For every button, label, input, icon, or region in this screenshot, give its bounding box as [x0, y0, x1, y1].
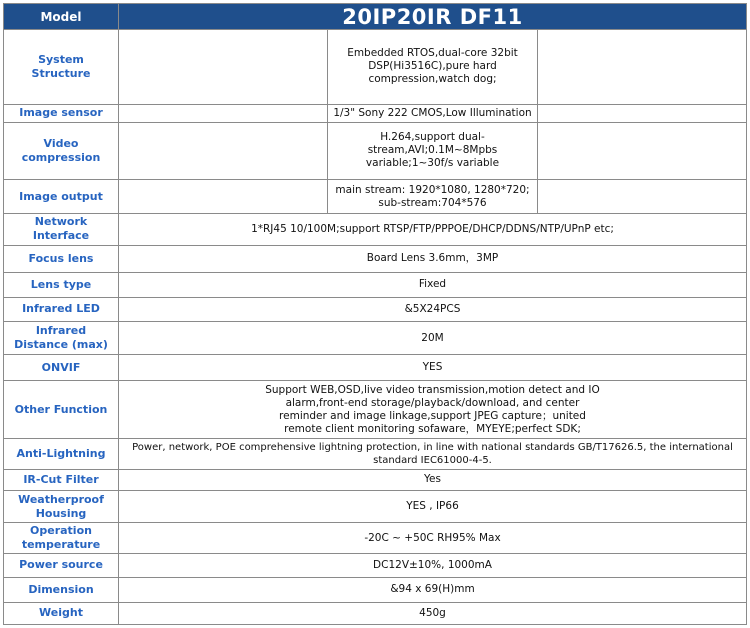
- value-focus-lens: Board Lens 3.6mm，3MP: [119, 245, 747, 272]
- label-operation-temperature: Operation temperature: [4, 523, 119, 554]
- value-line: remote client monitoring sofaware，MYEYE;perfect SDK;: [284, 422, 581, 435]
- row-power-source: [4, 554, 747, 577]
- value-other-function: [119, 381, 747, 438]
- value-line: main stream: 1920*1080, 1280*720;: [335, 183, 530, 196]
- row-focus-lens: [4, 245, 747, 272]
- row-anti-lightning: [4, 438, 747, 469]
- label-lens-type: Lens type: [4, 272, 119, 297]
- row-video-compression: [4, 122, 747, 179]
- value-line: sub-stream:704*576: [378, 196, 487, 209]
- spacer-cell: [537, 104, 746, 122]
- label-infrared-led: Infrared LED: [4, 297, 119, 321]
- value-line: standard IEC61000-4-5.: [373, 454, 492, 466]
- value-onvif: YES: [119, 355, 747, 381]
- spacer-cell: [119, 104, 328, 122]
- value-weatherproof-housing: YES , IP66: [119, 491, 747, 523]
- spacer-cell: [119, 30, 328, 104]
- value-line: alarm,front-end storage/playback/download, and center: [285, 396, 580, 409]
- value-ir-cut-filter: Yes: [119, 469, 747, 490]
- spec-table: [3, 3, 747, 625]
- row-weight: [4, 602, 747, 624]
- value-image-sensor: [328, 104, 537, 122]
- value-image-output: [328, 180, 537, 214]
- value-video-compression: [328, 122, 537, 179]
- spacer-cell: [537, 122, 746, 179]
- label-focus-lens: Focus lens: [4, 245, 119, 272]
- label-weight: Weight: [4, 602, 119, 624]
- label-power-source: Power source: [4, 554, 119, 577]
- label-system-structure: System Structure: [4, 30, 119, 104]
- row-other-function: [4, 381, 747, 438]
- value-line: 1/3" Sony 222 CMOS,Low Illumination: [333, 106, 532, 119]
- row-onvif: [4, 355, 747, 381]
- spacer-cell: [119, 180, 328, 214]
- value-lens-type: Fixed: [119, 272, 747, 297]
- label-other-function: Other Function: [4, 381, 119, 438]
- spacer-cell: [537, 180, 746, 214]
- row-infrared-led: [4, 297, 747, 321]
- value-power-source: DC12V±10%, 1000mA: [119, 554, 747, 577]
- spacer-cell: [119, 122, 328, 179]
- spacer-cell: [537, 30, 746, 104]
- value-line: Support WEB,OSD,live video transmission,motion detect and IO: [265, 383, 600, 396]
- row-lens-type: [4, 272, 747, 297]
- value-line: stream,AVI;0.1M~8Mpbs: [367, 144, 498, 157]
- row-model: [4, 4, 747, 30]
- value-system-structure: [328, 30, 537, 104]
- label-network-interface: Network Interface: [4, 214, 119, 245]
- row-system-structure: [4, 30, 747, 104]
- model-label: Model: [4, 4, 119, 30]
- label-infrared-distance: Infrared Distance (max): [4, 321, 119, 354]
- row-dimension: [4, 577, 747, 602]
- value-line: DSP(Hi3516C),pure hard: [368, 60, 497, 73]
- value-line: H.264,support dual-: [380, 131, 485, 144]
- value-line: Embedded RTOS,dual-core 32bit: [347, 47, 518, 60]
- value-line: Power, network, POE comprehensive lightning protection, in line with national standards GB/T17626.5, the international: [132, 441, 733, 453]
- label-weatherproof-housing: Weatherproof Housing: [4, 491, 119, 523]
- value-dimension: &94 x 69(H)mm: [119, 577, 747, 602]
- row-weatherproof-housing: [4, 491, 747, 523]
- model-title: 20IP20IR DF11: [119, 4, 747, 30]
- value-infrared-distance: 20M: [119, 321, 747, 354]
- value-anti-lightning: [119, 438, 747, 469]
- label-ir-cut-filter: IR-Cut Filter: [4, 469, 119, 490]
- value-operation-temperature: -20C ~ +50C RH95% Max: [119, 523, 747, 554]
- label-video-compression: Video compression: [4, 122, 119, 179]
- value-line: variable;1~30f/s variable: [365, 157, 500, 170]
- row-infrared-distance: [4, 321, 747, 354]
- label-image-output: Image output: [4, 180, 119, 214]
- label-onvif: ONVIF: [4, 355, 119, 381]
- label-image-sensor: Image sensor: [4, 104, 119, 122]
- value-weight: 450g: [119, 602, 747, 624]
- value-infrared-led: &5X24PCS: [119, 297, 747, 321]
- row-network-interface: [4, 214, 747, 245]
- value-line: reminder and image linkage,support JPEG capture；united: [279, 409, 586, 422]
- label-anti-lightning: Anti-Lightning: [4, 438, 119, 469]
- label-dimension: Dimension: [4, 577, 119, 602]
- value-network-interface: 1*RJ45 10/100M;support RTSP/FTP/PPPOE/DHCP/DDNS/NTP/UPnP etc;: [119, 214, 747, 245]
- row-image-output: [4, 180, 747, 214]
- row-ir-cut-filter: [4, 469, 747, 490]
- row-operation-temperature: [4, 523, 747, 554]
- row-image-sensor: [4, 104, 747, 122]
- value-line: compression,watch dog;: [368, 73, 497, 86]
